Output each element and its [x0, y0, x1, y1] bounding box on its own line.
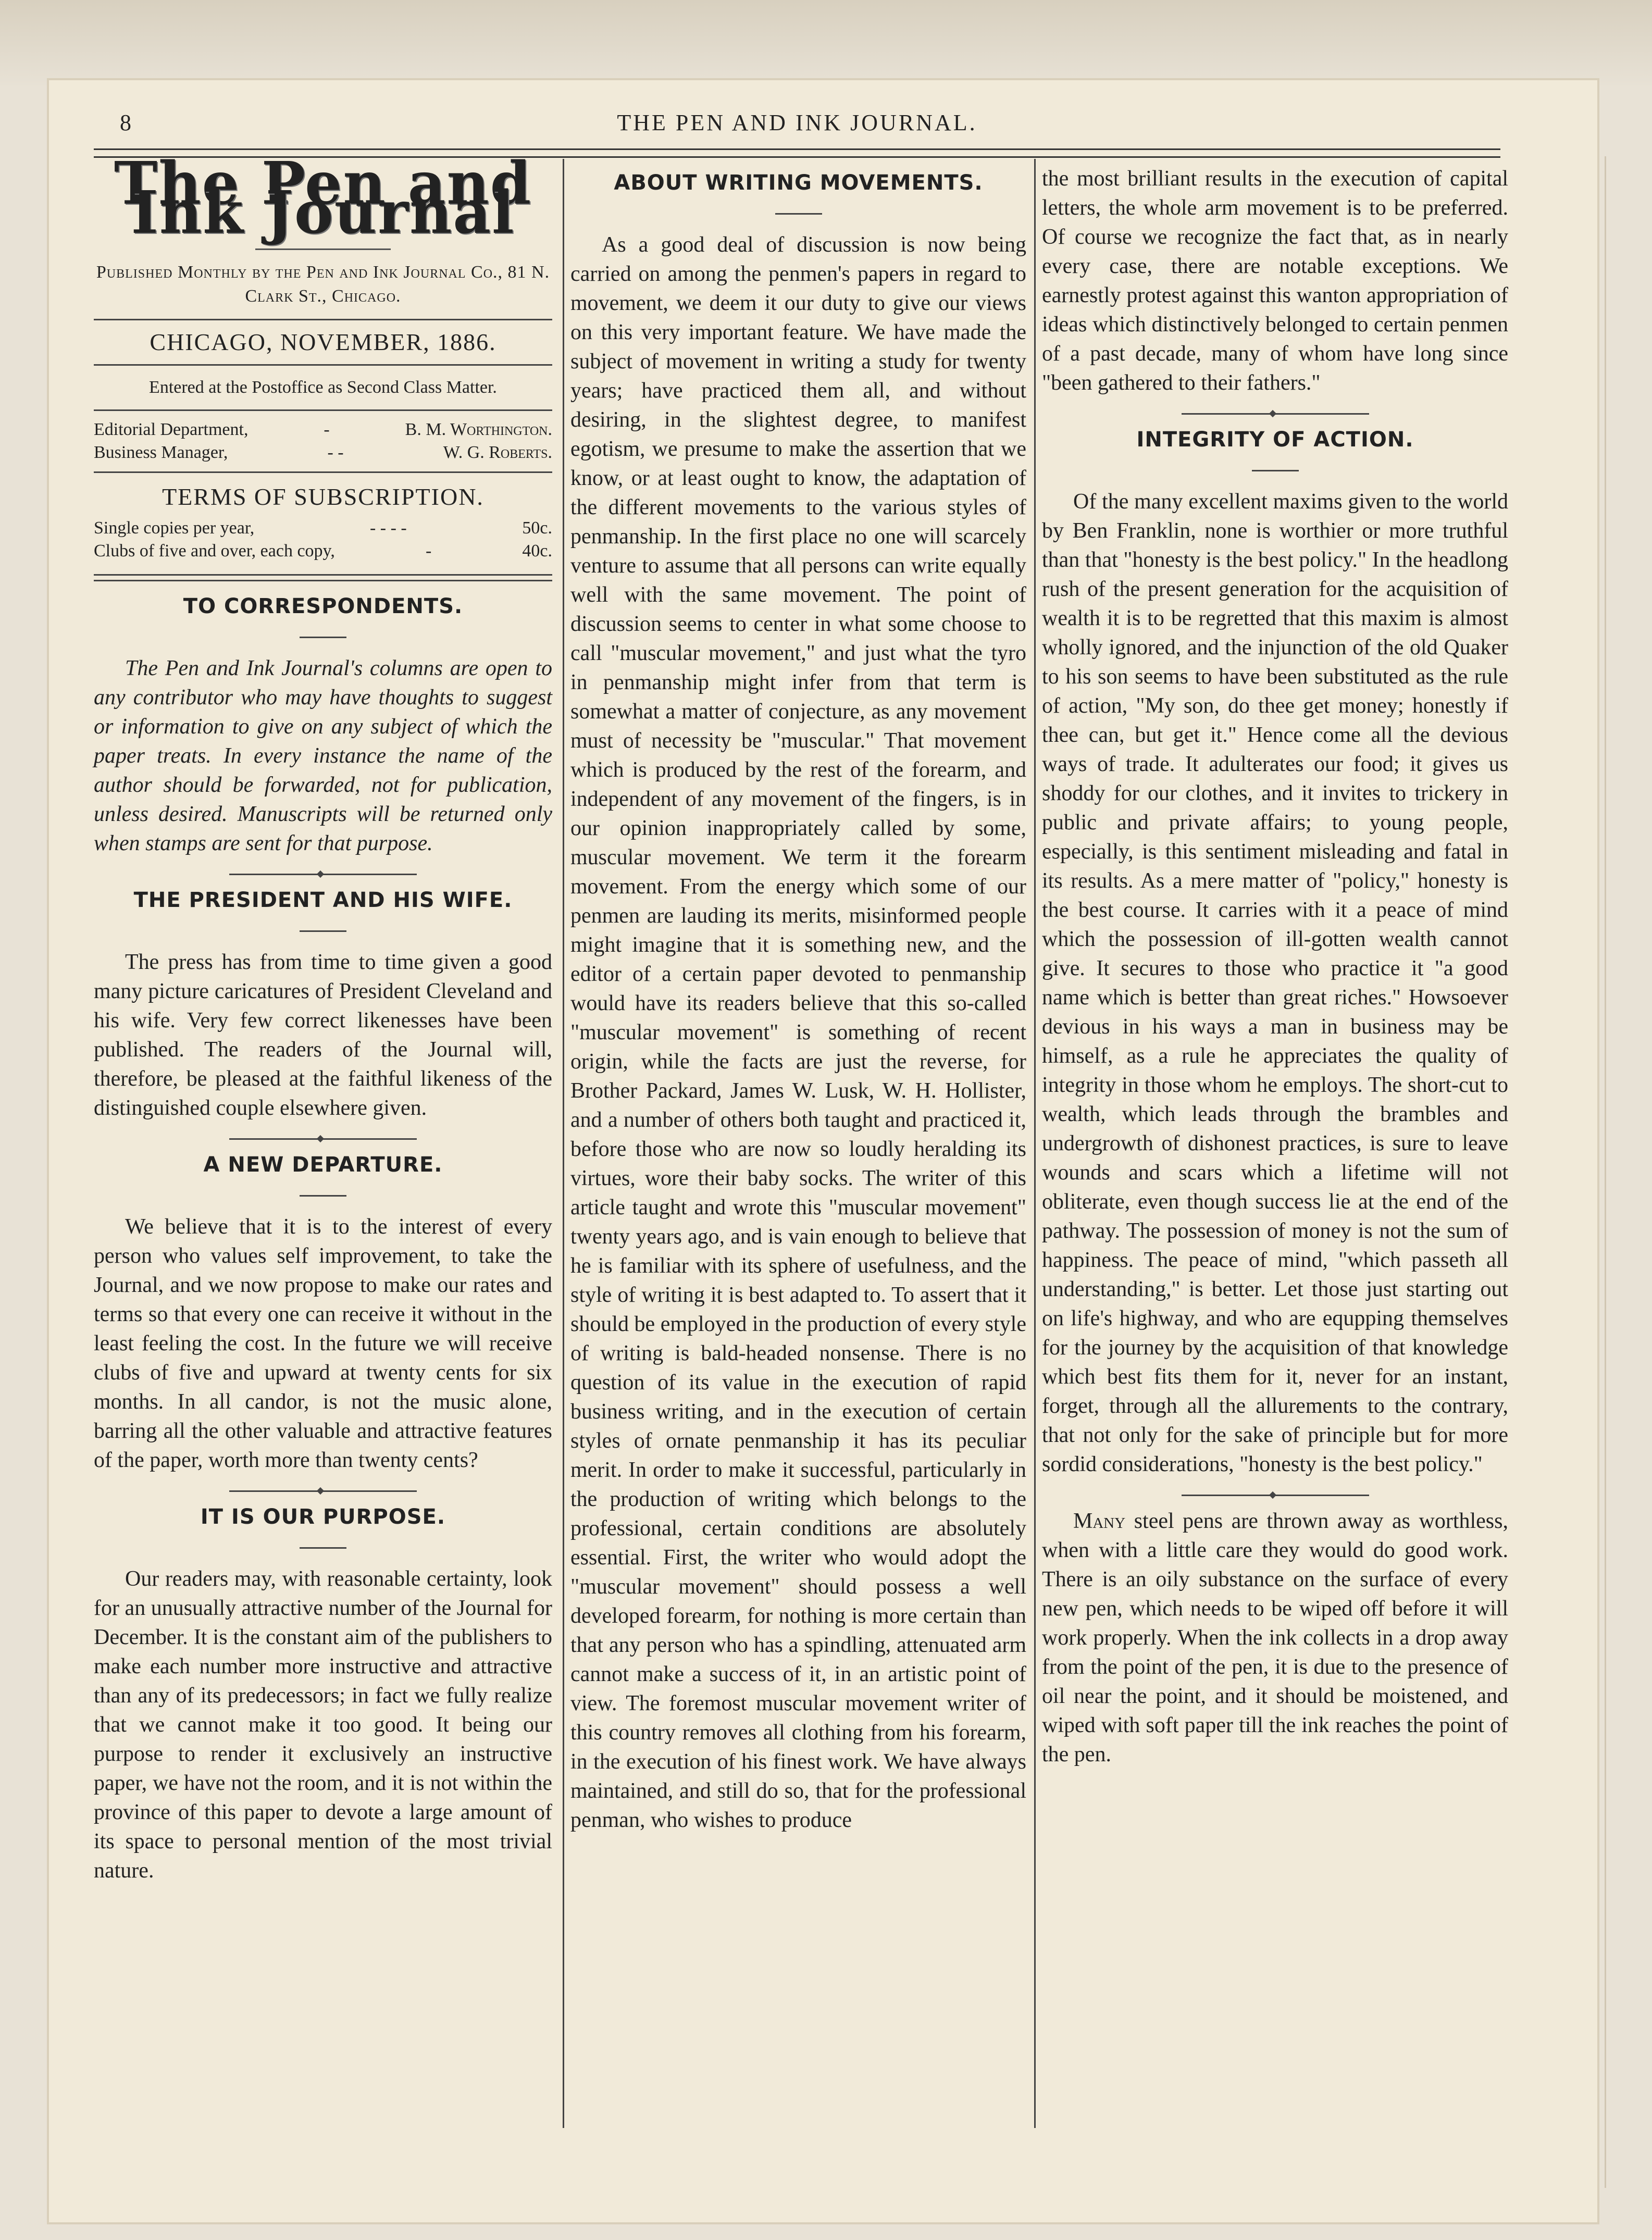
steel-pens-lead: Many [1073, 1509, 1126, 1533]
masthead-rule [255, 248, 391, 250]
president-heading: THE PRESIDENT AND HIS WIFE. [133, 888, 513, 912]
price-value: 40c. [522, 541, 552, 561]
purpose-text: Our readers may, with reasonable certainty, look for an unusually attractive number of the Journal for December. It is the constant aim of the publishers to make each number more instructive and attractive than any of its predecessors; in fact we fully realize that we cannot make it too good. It being our purpose to render it exclusively an instructive paper, we have not the room, and it is not within the province of this paper to devote a large amount of its space to personal mention of the most trivial nature. [94, 1567, 552, 1883]
staff-name: B. M. Worthington. [405, 420, 552, 439]
president-text: The press has from time to time given a good many picture caricatures of President Cleveland and his wife. Very few correct likenesses have been published. The readers of the Journal will, therefore, be pleased at the faithful likeness of the distinguished couple elsewhere given. [94, 950, 552, 1120]
divider [94, 409, 552, 411]
torn-top-edge [0, 0, 1652, 89]
staff-dashes: - - [327, 443, 344, 462]
movements-heading: ABOUT WRITING MOVEMENTS. [614, 171, 983, 195]
staff-role: Editorial Department, [94, 420, 249, 439]
ornament-rule [229, 1138, 417, 1140]
price-label: Clubs of five and over, each copy, [94, 541, 335, 561]
ornament-rule [229, 1490, 417, 1492]
price-row-clubs [94, 540, 552, 563]
divider [94, 319, 552, 320]
departure-text: We believe that it is to the interest of every person who values self improvement, to take the Journal, and we now propose to make our rates and terms so that every one can receive it without in the least feeling the cost. In the future we will receive clubs of five and upward at twenty cents for six months. In all candor, is not the music alone, barring all the other valuable and attractive features of the paper, worth more than twenty cents? [94, 1215, 552, 1472]
adjacent-page-edge [1605, 156, 1637, 2188]
movements-text: As a good deal of discussion is now being carried on among the penmen's papers in regard to movement, we deem it our duty to give our views on this very important feature. We have made the subject of movement in writing a study for twenty years; have practiced them all, and without desiring, in the slightest degree, to manifest egotism, we presume to make the assertion that we know, or at least ought to know, the adaptation of the different movements to the various styles of penmanship. In the first place no one will scarcely venture to assume that all persons can write equally well with the same movement. The point of discussion seems to center in what some choose to call "muscular movement," and just what the tyro in penmanship might infer from that term is somewhat a matter of conjecture, as any movement must of necessity be "muscular." That movement which is produced by the rest of the forearm, and independent of any movement of the fingers, is in our opinion inappropriately called by some, muscular movement. We term it the forearm movement. From the energy which some of our penmen are lauding its merits, misinformed people might imagine that it is something new, and the editor of a certain paper devoted to penmanship would have its readers believe that this so-called "muscular movement" is something of recent origin, while the facts are just the reverse, for Brother Packard, James W. Lusk, W. H. Hollister, and a number of others both taught and practiced it, before those who are now so loudly heralding its virtues, wore their baby socks. The writer of this article taught and wrote this "muscular movement" twenty years ago, and is vain enough to believe that he is familiar with its sphere of usefulness, and the style of writing it is best adapted to. To assert that it should be employed in the production of every style of writing is bald-headed nonsense. There is no question of its value in the execution of rapid business writing, and in the execution of certain styles of ornate penmanship it has its peculiar merit. In order to make it successful, particularly in the production of writing which belongs to the professional, certain conditions are absolutely essential. First, the writer who would adopt the "muscular movement" should possess a well developed forearm, for nothing is more certain than that any person who has a spindling, attenuated arm cannot make a success of it, in an artistic point of view. The foremost muscular movement writer of this country removes all clothing from his forearm, in the execution of his finest work. We have always maintained, and still do so, that for the professional penman, who wishes to produce [570, 233, 1026, 1832]
divider [94, 364, 552, 366]
ornament-rule [1182, 1495, 1369, 1496]
departure-heading: A NEW DEPARTURE. [203, 1153, 443, 1177]
page-number: 8 [120, 110, 131, 135]
integrity-text: Of the many excellent maxims given to the world by Ben Franklin, none is worthier or more truthful than that "honesty is the best policy." In the headlong rush of the present generation for the acquisition of wealth it is to be regretted that this maxim is almost wholly ignored, and the injunction of the old Quaker to his son seems to have been substituted as the rule of action, "My son, do thee get money; honestly if thee can, but get it." Hence come all the devious ways of trade. It adulterates our food; it gives us shoddy for our clothes, and it invites to trickery in public and private affairs; to young people, especially, is this sentiment misleading and fatal in its results. As a mere matter of "policy," honesty is the best course. It carries with it a peace of mind which the possession of ill-gotten wealth cannot give. It secures to those who practice it "a good name which is better than great riches." Howsoever devious in his ways a man in business may be himself, as a rule he appreciates the quality of integrity in those whom he employs. The short-cut to wealth, which leads through the brambles and undergrowth of dishonest practices, is sure to leave wounds and scars which a lifetime will not obliterate, even though success lie at the end of the pathway. The possession of money is not the sum of happiness. The peace of mind, "which passeth all understanding," is better. Let those just starting out on life's highway, and who are equpping themselves for the journey by the acquisition of that knowledge which best fits them for it, never for an instant, forget, through all the allurements to the contrary, that not only for the sake of principle but for more sordid considerations, "honesty is the best policy." [1042, 490, 1508, 1476]
steel-pens-paragraph [1042, 1507, 1508, 1769]
price-label: Single copies per year, [94, 518, 255, 538]
running-header [94, 109, 1500, 146]
issue-date: CHICAGO, NOVEMBER, 1886. [150, 329, 496, 355]
ornament-rule [229, 874, 417, 875]
middle-column [570, 164, 1026, 1835]
journal-running-title: THE PEN AND INK JOURNAL. [617, 110, 977, 135]
integrity-heading: INTEGRITY OF ACTION. [1136, 428, 1414, 452]
price-row-single [94, 517, 552, 540]
double-divider [94, 574, 552, 581]
price-dashes: - - - - [369, 518, 407, 538]
price-value: 50c. [522, 518, 552, 538]
purpose-heading: IT IS OUR PURPOSE. [200, 1505, 446, 1529]
right-column [1042, 164, 1508, 1769]
left-column [94, 150, 552, 1885]
heading-rule [300, 1195, 346, 1197]
price-dashes: - [425, 541, 432, 561]
heading-rule [300, 637, 346, 638]
correspondents-text: The Pen and Ink Journal's columns are open to any contributor who may have thoughts to suggest or information to give on any subject of which the paper treats. In every instance the name of the author should be forwarded, not for publication, unless desired. Manuscripts will be returned only when stamps are sent for that purpose. [94, 656, 552, 855]
divider [94, 471, 552, 473]
correspondents-heading: TO CORRESPONDENTS. [183, 594, 463, 618]
staff-row-business [94, 441, 552, 464]
heading-rule [300, 1547, 346, 1549]
staff-row-editorial [94, 418, 552, 441]
published-line: Published Monthly by the Pen and Ink Journal Co., 81 N. Clark St., Chicago. [96, 263, 550, 306]
heading-rule [300, 930, 346, 932]
staff-role: Business Manager, [94, 443, 228, 462]
masthead: The Pen and Ink Journal [114, 150, 532, 247]
movements-continued-text: the most brilliant results in the execution of capital letters, the whole arm movement is to be preferred. Of course we recognize the fact that, as in nearly every case, there are notable exceptions. We earnestly protest against this wanton appropriation of ideas which distinctively belonged to certain penmen of a past decade, many of whom have long since "been gathered to their fathers." [1042, 167, 1508, 395]
heading-rule [1252, 470, 1299, 471]
steel-pens-text: steel pens are thrown away as worthless, when with a little care they would do good work. There is an oily substance on the surface of every new pen, which needs to be wiped off before it will work properly. When the ink collects in a drop away from the point of the pen, it is due to the presence of oil near the point, and it should be moistened, and wiped with soft paper till the ink reaches the point of the pen. [1042, 1509, 1508, 1766]
column-rule-2 [1034, 159, 1036, 2128]
staff-name: W. G. Roberts. [443, 443, 552, 462]
heading-rule [775, 213, 822, 215]
staff-dashes: - [324, 420, 330, 439]
column-rule-1 [563, 159, 564, 2128]
ornament-rule [1182, 413, 1369, 415]
terms-heading: TERMS OF SUBSCRIPTION. [162, 483, 484, 510]
postoffice-entry: Entered at the Postoffice as Second Class Matter. [149, 378, 497, 397]
